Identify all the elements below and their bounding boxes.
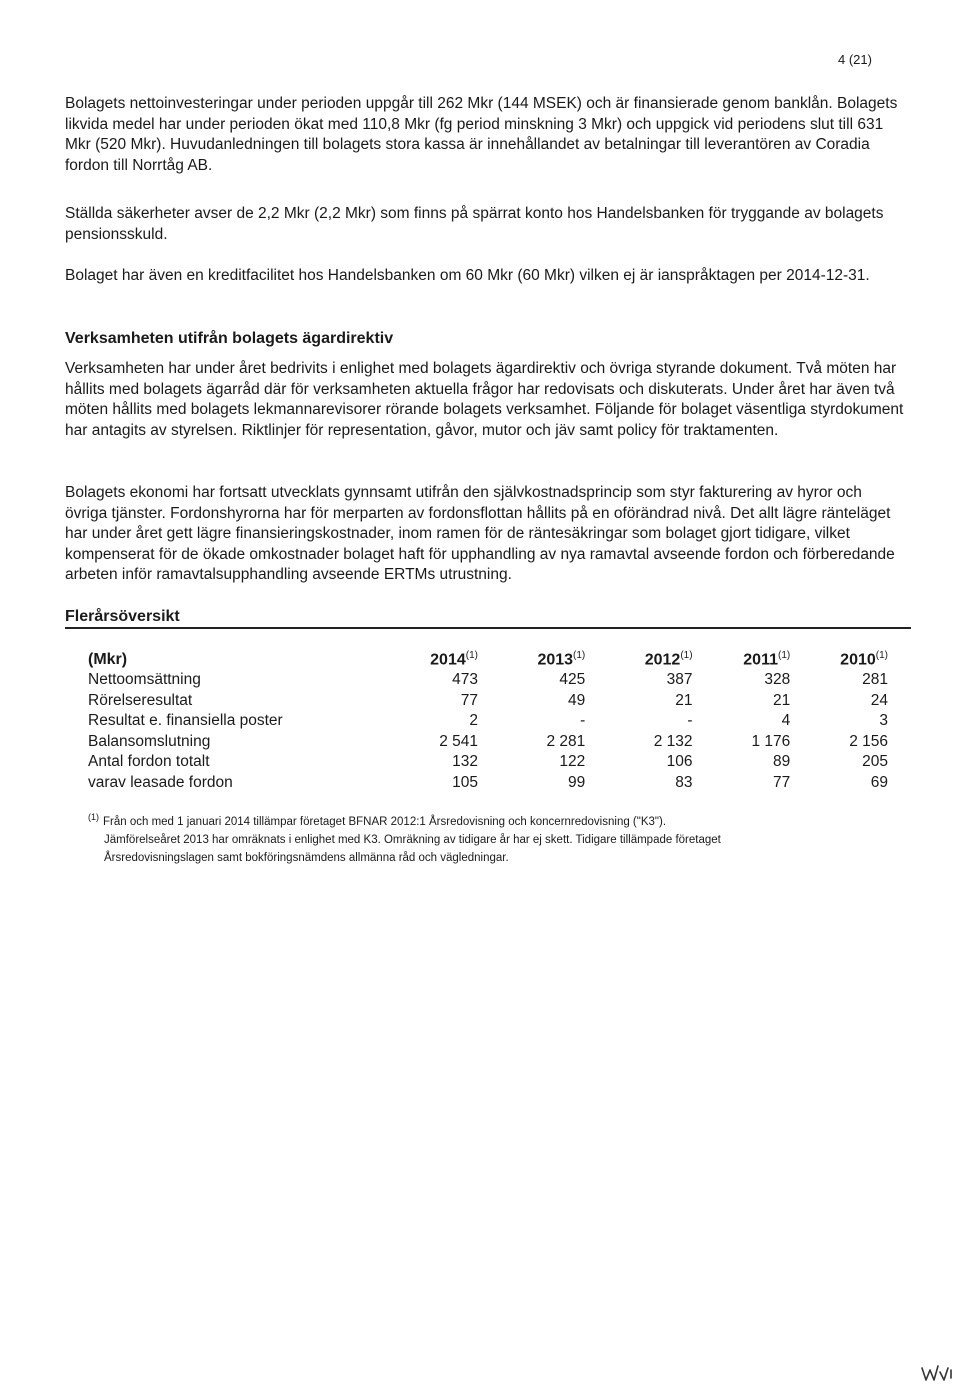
cell-value: 2 156 [849, 732, 888, 750]
cell-value: 387 [666, 671, 693, 689]
cell-value: 69 [870, 773, 888, 791]
page-number: 4 (21) [838, 52, 872, 67]
row-label: Rörelseresultat [88, 691, 193, 709]
paragraph-credit-facility: Bolaget har även en kreditfacilitet hos Handelsbanken om 60 Mkr (60 Mkr) vilken ej är ianspråktagen per 2014-12-31. [65, 267, 870, 284]
row-label: Resultat e. finansiella poster [88, 712, 283, 730]
unit-label: (Mkr) [88, 651, 128, 668]
cell-value: 77 [460, 691, 478, 709]
table-title: Flerårsöversikt [65, 608, 180, 625]
cell-value: 473 [452, 671, 478, 689]
cell-value: 132 [452, 753, 478, 771]
footnote-line: Jämförelseåret 2013 har omräknats i enlighet med K3. Omräkning av tidigare år har ej skett. Tidigare tillämpade företaget [104, 833, 721, 846]
year-header: 2014$^{(1)}$ [430, 649, 478, 668]
cell-value: - [580, 712, 586, 730]
cell-value: 99 [568, 773, 586, 791]
cell-value: 425 [559, 671, 586, 689]
cell-value: - [687, 712, 693, 730]
footnote-mark: (1) [88, 812, 99, 822]
cell-value: 83 [675, 773, 693, 791]
cell-value: 21 [772, 691, 791, 709]
row-label: Antal fordon totalt [88, 753, 210, 771]
multi-year-overview-table [88, 644, 888, 793]
paragraph-economy: Bolagets ekonomi har fortsatt utvecklats gynnsamt utifrån den självkostnadsprincip som styr fakturering av hyror och övriga tjänster. Fordonshyrorna har för merparten av fordonsflottan hållits på en oförändrad nivå. Det allt lägre ränteläget har under året gett lägre finansieringskostnader, inom ramen för de räntesäkringar som bolaget gjort tidigare, vilket kompenserat för de ökade omkostnader bolaget haft för upphandling av nya ramavtal avseende fordon och förberedande arbeten inför ramavtalsupphandling avseende ERTMs utrustning. [65, 484, 895, 584]
table-row [88, 711, 888, 732]
table-row [88, 670, 888, 691]
cell-value: 328 [764, 671, 791, 689]
year-header: 2013$^{(1)}$ [537, 649, 586, 668]
paragraph-operations: Verksamheten har under året bedrivits i enlighet med bolagets ägardirektiv och övriga styrande dokument. Två möten har hållits med bolagets ägarråd där för verksamheten aktuella frågor har redovisats och diskuterats. Under året har även två möten hållits med bolagets lekmannarevisorer rörande bolagets verksamhet. Följande för bolaget väsentliga styrdokument har antagits av styrelsen. Riktlinjer för representation, gåvor, mutor och jäv samt policy för traktamenten. [65, 360, 904, 439]
cell-value: 21 [675, 691, 693, 709]
cell-value: 122 [559, 753, 586, 771]
cell-value: 1 176 [751, 732, 791, 750]
table-row [88, 691, 888, 712]
cell-value: 2 281 [546, 732, 586, 750]
cell-value: 105 [452, 773, 478, 791]
footnote-line: Årsredovisningslagen samt bokföringsnämdens allmänna råd och vägledningar. [104, 851, 509, 864]
cell-value: 106 [666, 753, 693, 771]
footnote-line: $^{(1)}$ Från och med 1 januari 2014 tillämpar företaget BFNAR 2012:1 Årsredovisning och koncernredovisning ("K3"). [88, 812, 667, 828]
year-header: 2012$^{(1)}$ [644, 649, 693, 668]
table-footnote [88, 808, 868, 867]
paragraph-investments: Bolagets nettoinvesteringar under perioden uppgår till 262 Mkr (144 MSEK) och är finansierade genom banklån. Bolagets likvida medel har under perioden ökat med 110,8 Mkr (fg period minskning 3 Mkr) och uppgick vid periodens slut till 631 Mkr (520 Mkr). Huvudanledningen till bolagets stora kassa är innehållandet av betalningar till leverantören av Coradia fordon till Norrtåg AB. [65, 95, 898, 174]
section-heading: Verksamheten utifrån bolagets ägardirektiv [65, 330, 394, 347]
cell-value: 89 [772, 753, 791, 771]
cell-value: 77 [772, 773, 791, 791]
table-title-divider [65, 627, 911, 629]
cell-value: 3 [879, 712, 888, 730]
year-header: 2010$^{(1)}$ [840, 649, 888, 668]
table-header-row [88, 644, 888, 670]
cell-value: 281 [862, 671, 888, 689]
table-row [88, 773, 888, 794]
cell-value: 49 [568, 691, 586, 709]
handwritten-initials-icon [920, 1360, 954, 1384]
cell-value: 2 541 [439, 732, 478, 750]
cell-value: 205 [862, 753, 888, 771]
row-label: Balansomslutning [88, 732, 211, 750]
cell-value: 24 [870, 691, 888, 709]
cell-value: 4 [781, 712, 791, 730]
cell-value: 2 132 [653, 732, 693, 750]
cell-value: 2 [469, 712, 478, 730]
row-label: varav leasade fordon [88, 773, 233, 791]
paragraph-collateral: Ställda säkerheter avser de 2,2 Mkr (2,2 Mkr) som finns på spärrat konto hos Handelsbanken för tryggande av bolagets pensionsskuld. [65, 205, 884, 243]
year-header: 2011$^{(1)}$ [743, 649, 791, 668]
table-row [88, 752, 888, 773]
table-row [88, 732, 888, 753]
row-label: Nettoomsättning [88, 671, 201, 689]
